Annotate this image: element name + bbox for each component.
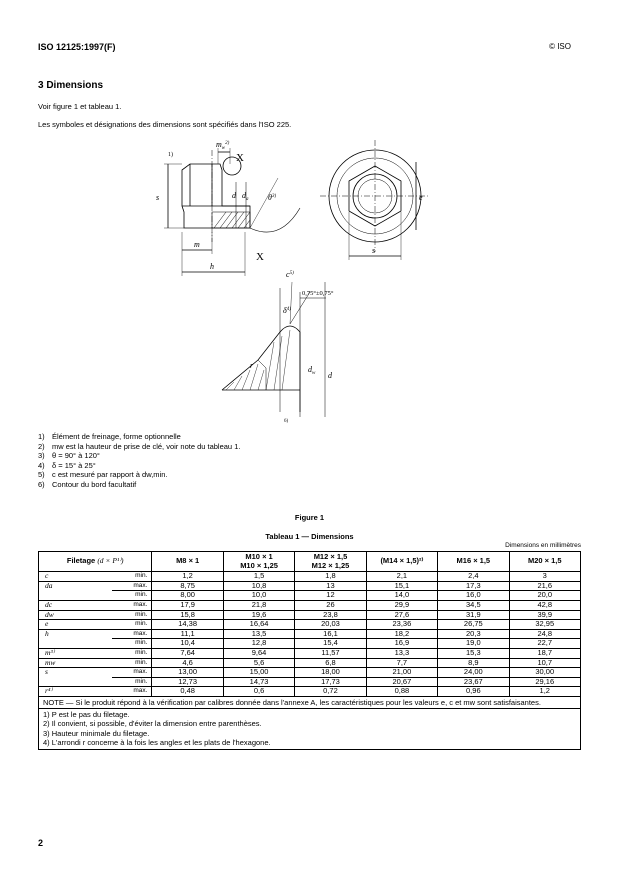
table-row — [39, 687, 581, 697]
cell-value: 11,57 — [295, 648, 366, 658]
cell-value: 24,00 — [438, 668, 509, 678]
cell-value: 20,0 — [509, 591, 580, 601]
cell-value: 18,7 — [509, 648, 580, 658]
cell-value: 1,2 — [509, 687, 580, 697]
cell-value: 7,7 — [366, 658, 437, 668]
row-symbol: dc — [39, 600, 113, 610]
cell-value: 39,9 — [509, 610, 580, 620]
nut-side-body — [182, 164, 250, 228]
row-symbol: h — [39, 629, 113, 639]
cell-value: 1,2 — [152, 572, 223, 582]
cell-value: 42,8 — [509, 600, 580, 610]
row-symbol: da — [39, 581, 113, 591]
figure-notes — [38, 432, 240, 490]
row-limit: min. — [112, 639, 152, 649]
header-col: (M14 × 1,5)²⁾ — [366, 552, 437, 572]
table-footnote: 1) P est le pas du filetage. — [43, 709, 130, 719]
table-row — [39, 600, 581, 610]
cell-value: 13 — [295, 581, 366, 591]
cell-value: 4,6 — [152, 658, 223, 668]
fig-label-d: d — [232, 191, 236, 200]
table-row — [39, 658, 581, 668]
figure-note: 1) Élément de freinage, forme optionnelle — [38, 432, 181, 441]
cell-value: 8,00 — [152, 591, 223, 601]
row-symbol: r⁴⁾ — [39, 687, 113, 697]
cell-value: 13,5 — [223, 629, 294, 639]
cell-value: 10,4 — [152, 639, 223, 649]
row-limit: min. — [112, 648, 152, 658]
table-row — [39, 620, 581, 630]
header-col: M12 × 1,5 M12 × 1,25 — [295, 552, 366, 572]
row-symbol: mw — [39, 658, 113, 668]
table-row — [39, 629, 581, 639]
row-limit: min. — [112, 610, 152, 620]
cell-value: 31,9 — [438, 610, 509, 620]
cell-value: 14,73 — [223, 677, 294, 687]
table-row — [39, 639, 581, 649]
cell-value: 18,2 — [366, 629, 437, 639]
cell-value: 1,8 — [295, 572, 366, 582]
row-limit: max. — [112, 600, 152, 610]
cell-value: 20,67 — [366, 677, 437, 687]
cell-value: 26 — [295, 600, 366, 610]
table-caption: Tableau 1 — Dimensions — [265, 532, 354, 541]
table-row — [39, 677, 581, 687]
section-para-2: Les symboles et désignations des dimensions sont spécifiés dans l'ISO 225. — [38, 120, 292, 129]
row-symbol: m³⁾ — [39, 648, 113, 658]
fig-label-theta: $\theta^{3)}$ — [268, 193, 277, 202]
figure-note: 2) mw est la hauteur de prise de clé, voir note du tableau 1. — [38, 441, 241, 451]
cell-value: 14,0 — [366, 591, 437, 601]
cell-value: 10,8 — [223, 581, 294, 591]
row-limit: min. — [112, 658, 152, 668]
fig-label-note1: 1) — [168, 152, 173, 158]
table-footnote: 2) Il convient, si possible, d'éviter la dimension entre parenthèses. — [43, 719, 262, 729]
cell-value: 2,4 — [438, 572, 509, 582]
table-row — [39, 572, 581, 582]
cell-value: 0,6 — [223, 687, 294, 697]
detail-x-profile — [222, 326, 300, 412]
table-footnotes-row — [39, 708, 581, 749]
standard-number: ISO 12125:1997(F) — [38, 42, 116, 52]
cell-value: 34,5 — [438, 600, 509, 610]
figure-caption: Figure 1 — [294, 513, 325, 522]
row-symbol: e — [39, 620, 113, 630]
cell-value: 21,00 — [366, 668, 437, 678]
cell-value: 21,8 — [223, 600, 294, 610]
fig-label-x2: X — [256, 251, 264, 263]
section-para-1: Voir figure 1 et tableau 1. — [38, 102, 122, 111]
table-note: NOTE — Si le produit répond à la vérification par calibres donnée dans l'annexe A, les caractéristiques pour les valeurs e, c et mw sont satisfaisantes. — [39, 696, 581, 708]
cell-value: 23,36 — [366, 620, 437, 630]
cell-value: 29,9 — [366, 600, 437, 610]
row-symbol: s — [39, 668, 113, 678]
table-footnotes — [39, 708, 581, 749]
row-limit: max. — [112, 687, 152, 697]
row-limit: min. — [112, 677, 152, 687]
table-row — [39, 648, 581, 658]
row-limit: max. — [112, 668, 152, 678]
figure-note: 6) Contour du bord facultatif — [38, 479, 137, 489]
fig-label-dw: $d_w$ — [308, 365, 316, 376]
cell-value: 12,8 — [223, 639, 294, 649]
fig-label-mw: $m_w^{2)}$ — [216, 140, 230, 151]
cell-value: 14,38 — [152, 620, 223, 630]
cell-value: 10,7 — [509, 658, 580, 668]
table-row — [39, 610, 581, 620]
cell-value: 24,8 — [509, 629, 580, 639]
cell-value: 23,67 — [438, 677, 509, 687]
cell-value: 29,16 — [509, 677, 580, 687]
cell-value: 15,1 — [366, 581, 437, 591]
cell-value: 16,64 — [223, 620, 294, 630]
fig-label-h: h — [210, 262, 214, 271]
cell-value: 16,9 — [366, 639, 437, 649]
fig-label-note6: 6) — [284, 419, 289, 424]
cell-value: 9,64 — [223, 648, 294, 658]
cell-value: 16,0 — [438, 591, 509, 601]
figure-note: 4) δ = 15° à 25° — [38, 460, 96, 470]
row-limit: min. — [112, 591, 152, 601]
cell-value: 30,00 — [509, 668, 580, 678]
cell-value: 5,6 — [223, 658, 294, 668]
cell-value: 10,0 — [223, 591, 294, 601]
cell-value: 21,6 — [509, 581, 580, 591]
fig-label-angle: 0,75°±0,75° — [302, 290, 334, 297]
figure-note: 3) θ = 90° à 120° — [38, 451, 100, 461]
row-limit: max. — [112, 581, 152, 591]
cell-value: 11,1 — [152, 629, 223, 639]
cell-value: 7,64 — [152, 648, 223, 658]
row-symbol — [39, 639, 113, 649]
cell-value: 23,8 — [295, 610, 366, 620]
row-limit: max. — [112, 629, 152, 639]
fig-label-r: r — [250, 361, 254, 370]
table-row — [39, 581, 581, 591]
cell-value: 15,4 — [295, 639, 366, 649]
row-limit: min. — [112, 620, 152, 630]
table-footnote: 3) Hauteur minimale du filetage. — [43, 728, 150, 738]
table-header-row — [39, 552, 581, 572]
header-col: M8 × 1 — [152, 552, 223, 572]
header-thread: Filetage (d × P¹⁾) — [39, 552, 152, 572]
cell-value: 22,7 — [509, 639, 580, 649]
fig-label-c: $c^{5)}$ — [286, 270, 294, 279]
cell-value: 13,3 — [366, 648, 437, 658]
fig-label-s-top: s — [372, 246, 376, 255]
cell-value: 2,1 — [366, 572, 437, 582]
cell-value: 0,88 — [366, 687, 437, 697]
header-col: M10 × 1 M10 × 1,25 — [223, 552, 294, 572]
page-number: 2 — [38, 838, 44, 848]
cell-value: 3 — [509, 572, 580, 582]
figure-note: 5) c est mesuré par rapport à dw,min. — [38, 470, 168, 480]
cell-value: 32,95 — [509, 620, 580, 630]
copyright: © ISO — [549, 42, 571, 51]
cell-value: 20,03 — [295, 620, 366, 630]
cell-value: 12 — [295, 591, 366, 601]
row-symbol: c — [39, 572, 113, 582]
cell-value: 17,3 — [438, 581, 509, 591]
dimensions-table — [38, 551, 581, 750]
table-note-row — [39, 696, 581, 708]
cell-value: 15,8 — [152, 610, 223, 620]
fig-label-s: s — [156, 193, 160, 202]
table-row — [39, 668, 581, 678]
fig-label-delta: $\delta^{4)}$ — [283, 306, 291, 315]
fig-label-d2: d — [328, 371, 332, 380]
cell-value: 12,73 — [152, 677, 223, 687]
table-row — [39, 591, 581, 601]
fig-label-e: e — [419, 193, 423, 202]
cell-value: 19,6 — [223, 610, 294, 620]
cell-value: 20,3 — [438, 629, 509, 639]
cell-value: 17,73 — [295, 677, 366, 687]
cell-value: 1,5 — [223, 572, 294, 582]
section-title: 3 Dimensions — [38, 80, 104, 91]
table-footnote: 4) L'arrondi r concerne à la fois les angles et les plats de l'hexagone. — [43, 738, 271, 748]
cell-value: 19,0 — [438, 639, 509, 649]
cell-value: 8,75 — [152, 581, 223, 591]
fig-label-x: X — [236, 152, 244, 164]
cell-value: 27,6 — [366, 610, 437, 620]
cell-value: 0,72 — [295, 687, 366, 697]
cell-value: 16,1 — [295, 629, 366, 639]
fig-label-m: m — [194, 240, 200, 249]
row-symbol: dw — [39, 610, 113, 620]
cell-value: 26,75 — [438, 620, 509, 630]
cell-value: 0,48 — [152, 687, 223, 697]
table-units: Dimensions en millimètres — [505, 542, 581, 549]
cell-value: 15,00 — [223, 668, 294, 678]
header-col: M16 × 1,5 — [438, 552, 509, 572]
cell-value: 13,00 — [152, 668, 223, 678]
cell-value: 0,96 — [438, 687, 509, 697]
cell-value: 18,00 — [295, 668, 366, 678]
figure-1-drawing — [150, 132, 440, 424]
cell-value: 6,8 — [295, 658, 366, 668]
row-limit: min. — [112, 572, 152, 582]
cell-value: 8,9 — [438, 658, 509, 668]
cell-value: 15,3 — [438, 648, 509, 658]
header-col: M20 × 1,5 — [509, 552, 580, 572]
cell-value: 17,9 — [152, 600, 223, 610]
fig-label-da: $d_a$ — [242, 191, 249, 202]
